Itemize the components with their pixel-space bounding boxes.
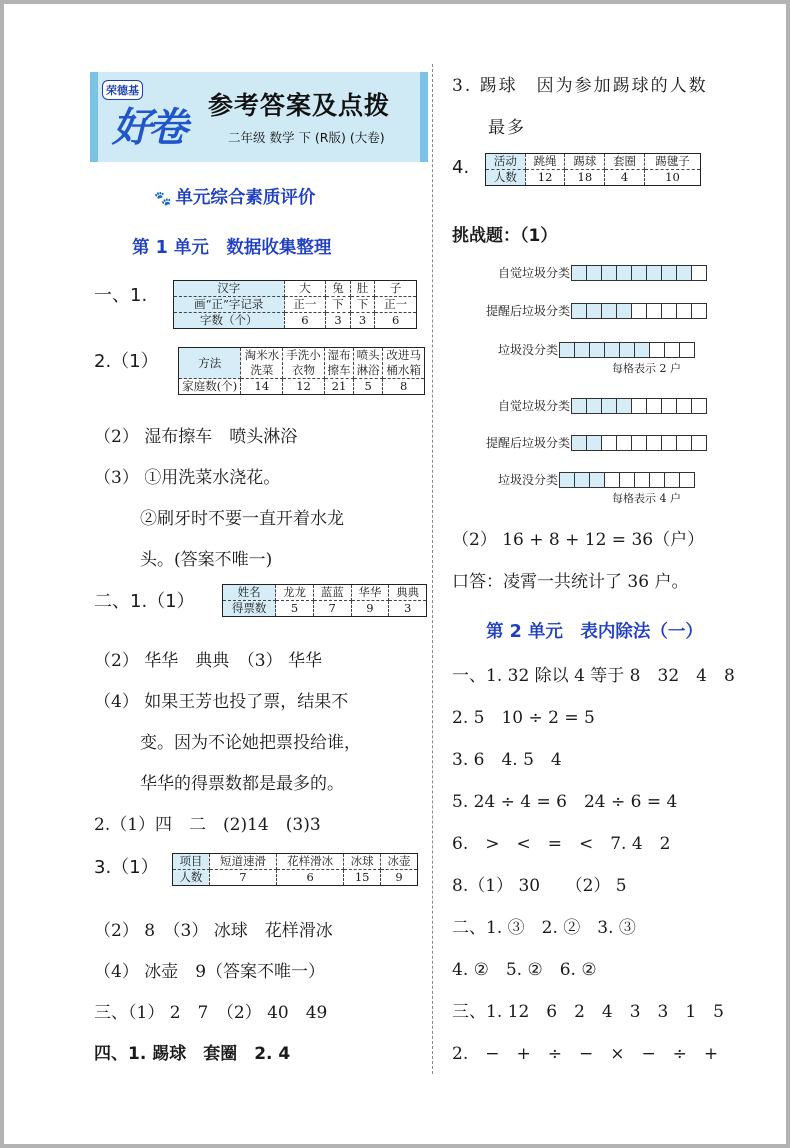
- unit2-title: 第 2 单元 表内除法（一）: [486, 622, 703, 642]
- answer-line: 3. 踢球 因为参加踢球的人数: [452, 76, 708, 96]
- q1-label: 一、1.: [94, 285, 148, 306]
- table-cell: 人数: [486, 170, 526, 186]
- table-cell: 家庭数(个): [179, 379, 241, 395]
- answer-line: 2.（1）四 二 (2)14 (3)3: [94, 815, 321, 835]
- empty-cell: [649, 342, 665, 358]
- empty-cell: [631, 303, 647, 319]
- header-text: 淘米水洗菜: [244, 348, 280, 377]
- pictograph1-note: 每格表示 2 户: [612, 362, 681, 375]
- table-cell: 9: [381, 870, 418, 886]
- filled-cell: [586, 303, 602, 319]
- table-row: [179, 379, 425, 395]
- section-title-text: 单元综合素质评价: [175, 188, 316, 208]
- answer-line: 最多: [488, 118, 526, 138]
- table-cell: 龙龙: [276, 585, 314, 601]
- table-cell: [383, 348, 425, 379]
- table-cell: 画“正”字记录: [174, 297, 285, 313]
- empty-cell: [676, 435, 692, 451]
- table-cell: 短道速滑: [209, 854, 276, 870]
- q-er-label: 二、1.（1）: [94, 591, 195, 612]
- answer-line: ②刷牙时不要一直开着水龙: [140, 509, 344, 529]
- table-cell: 项目: [173, 854, 210, 870]
- row-label: 自觉垃圾分类: [498, 399, 571, 413]
- filled-cell: [571, 398, 587, 414]
- answer-page: [4, 4, 786, 1144]
- table-row: [486, 154, 701, 170]
- filled-cell: [601, 398, 617, 414]
- table-winter-sports: [172, 853, 418, 886]
- paw-icon: 🐾: [154, 191, 172, 207]
- empty-cell: [676, 303, 692, 319]
- filled-cell: [661, 265, 677, 281]
- filled-cell: [676, 265, 692, 281]
- table-votes: [222, 584, 427, 617]
- row-label: 提醒后垃圾分类: [486, 304, 571, 318]
- table-row: [223, 601, 427, 617]
- answer-line: 三、（1） 2 7 （2） 40 49: [94, 1003, 328, 1023]
- section-title: [154, 184, 315, 209]
- answer-line: （4） 冰壶 9（答案不唯一）: [94, 962, 326, 982]
- filled-cell: [616, 265, 632, 281]
- answer-line: 2. 5 10 ÷ 2 = 5: [452, 708, 595, 728]
- q-er3-label: 3.（1）: [94, 857, 159, 878]
- table-row: [486, 170, 701, 186]
- answer-line: （2） 湿布擦车 喷头淋浴: [94, 427, 298, 447]
- logo: 好卷: [112, 104, 184, 151]
- filled-cell: [586, 265, 602, 281]
- table-cell: 21: [324, 379, 353, 395]
- header-text: 淋浴: [356, 363, 380, 377]
- table-cell: 7: [209, 870, 276, 886]
- table-cell: 3: [350, 313, 375, 329]
- answer-line: （2） 16 + 8 + 12 = 36（户）: [452, 530, 705, 550]
- answer-line: 5. 24 ÷ 4 = 6 24 ÷ 6 = 4: [452, 792, 678, 812]
- table-cell: [241, 348, 283, 379]
- answer-line: 变。因为不论她把票投给谁，: [140, 733, 361, 753]
- filled-cell: [589, 342, 605, 358]
- table-cell: 9: [351, 601, 389, 617]
- answer-line: 二、1. ③ 2. ② 3. ③: [452, 918, 636, 938]
- pictograph2-row: [498, 471, 695, 488]
- row-label: 提醒后垃圾分类: [486, 436, 571, 450]
- filled-cell: [589, 472, 605, 488]
- table-cell: 方法: [179, 348, 241, 379]
- table-cell: 冰壶: [381, 854, 418, 870]
- table-cell: 7: [313, 601, 351, 617]
- answer-line: （4） 如果王芳也投了票，结果不: [94, 692, 349, 712]
- cell-group: [571, 398, 707, 414]
- filled-cell: [631, 265, 647, 281]
- table-cell: 8: [383, 379, 425, 395]
- table-cell: 下: [326, 297, 351, 313]
- column-divider: [432, 64, 433, 1074]
- answer-line: 4. ② 5. ② 6. ②: [452, 960, 597, 980]
- filled-cell: [574, 472, 590, 488]
- table-cell: 得票数: [223, 601, 276, 617]
- filled-cell: [586, 398, 602, 414]
- pictograph2-row: [498, 397, 707, 414]
- table-cell: 蓝蓝: [313, 585, 351, 601]
- table-cell: 正一: [375, 297, 417, 313]
- challenge-label: 挑战题：（1）: [452, 226, 558, 246]
- table-activities: [485, 153, 701, 186]
- filled-cell: [646, 265, 662, 281]
- empty-cell: [604, 472, 620, 488]
- cell-group: [571, 265, 707, 281]
- table-cell: [354, 348, 383, 379]
- empty-cell: [679, 342, 695, 358]
- table-row: [173, 870, 418, 886]
- table-cell: 5: [276, 601, 314, 617]
- answer-line: （3） ①用洗菜水浇花。: [94, 468, 281, 488]
- table-character-tally: [173, 280, 417, 329]
- pictograph1-row: [498, 341, 695, 358]
- filled-cell: [634, 342, 650, 358]
- table-cell: 冰球: [344, 854, 381, 870]
- cell-group: [571, 435, 707, 451]
- empty-cell: [691, 265, 707, 281]
- empty-cell: [634, 472, 650, 488]
- answer-line: （2） 华华 典典 （3） 华华: [94, 651, 322, 671]
- cell-group: [559, 342, 695, 358]
- empty-cell: [631, 398, 647, 414]
- pictograph1-row: [486, 302, 707, 319]
- table-cell: 字数（个）: [174, 313, 285, 329]
- empty-cell: [661, 435, 677, 451]
- empty-cell: [679, 472, 695, 488]
- table-cell: 人数: [173, 870, 210, 886]
- table-cell: 姓名: [223, 585, 276, 601]
- filled-cell: [571, 265, 587, 281]
- answer-line: 口答：凌霄一共统计了 36 户。: [452, 572, 689, 592]
- table-cell: 下: [350, 297, 375, 313]
- empty-cell: [676, 398, 692, 414]
- table-cell: 正一: [284, 297, 326, 313]
- table-cell: 12: [283, 379, 325, 395]
- answer-line: 华华的得票数都是最多的。: [140, 774, 344, 794]
- table-cell: 6: [375, 313, 417, 329]
- answer-line: 2. − + ÷ − × − ÷ +: [452, 1044, 719, 1064]
- table-cell: 6: [284, 313, 326, 329]
- pictograph2-row: [486, 434, 707, 451]
- unit1-title: 第 1 单元 数据收集整理: [132, 238, 332, 258]
- empty-cell: [691, 398, 707, 414]
- table-cell: 肚: [350, 281, 375, 297]
- answer-line: 8.（1） 30 （2） 5: [452, 876, 627, 896]
- header-text: 喷头: [356, 348, 380, 362]
- empty-cell: [631, 435, 647, 451]
- answer-line: 一、1. 32 除以 4 等于 8 32 4 8: [452, 666, 735, 686]
- empty-cell: [646, 303, 662, 319]
- answer-line: 四、1. 踢球 套圈 2. 4: [94, 1044, 291, 1064]
- table-cell: 子: [375, 281, 417, 297]
- header-text: 改进马桶水箱: [386, 348, 421, 377]
- filled-cell: [586, 435, 602, 451]
- filled-cell: [571, 435, 587, 451]
- filled-cell: [559, 342, 575, 358]
- filled-cell: [559, 472, 575, 488]
- empty-cell: [664, 342, 680, 358]
- table-cell: 套圈: [605, 154, 645, 170]
- table-cell: [324, 348, 353, 379]
- brand-badge: 荣德基: [102, 80, 143, 100]
- filled-cell: [604, 342, 620, 358]
- table-row: [179, 348, 425, 379]
- pictograph2-note: 每格表示 4 户: [612, 492, 681, 505]
- empty-cell: [601, 435, 617, 451]
- empty-cell: [619, 472, 635, 488]
- q4-label: 4.: [452, 157, 470, 178]
- filled-cell: [616, 303, 632, 319]
- filled-cell: [601, 265, 617, 281]
- header-text: 擦车: [327, 363, 351, 377]
- answer-line: 头。(答案不唯一): [140, 550, 273, 570]
- empty-cell: [691, 435, 707, 451]
- empty-cell: [664, 472, 680, 488]
- empty-cell: [616, 435, 632, 451]
- table-cell: 踢球: [565, 154, 605, 170]
- header-text: 湿布: [327, 348, 351, 362]
- header-text: 手洗小衣物: [286, 348, 321, 377]
- banner-title: 参考答案及点拨: [208, 91, 391, 120]
- table-row: [173, 854, 418, 870]
- table-cell: 典典: [389, 585, 427, 601]
- table-cell: 跳绳: [525, 154, 565, 170]
- table-row: [174, 281, 417, 297]
- empty-cell: [661, 303, 677, 319]
- table-cell: [283, 348, 325, 379]
- header-banner: [90, 72, 428, 162]
- table-cell: 汉字: [174, 281, 285, 297]
- table-cell: 6: [277, 870, 344, 886]
- answer-line: 3. 6 4. 5 4: [452, 750, 562, 770]
- filled-cell: [571, 303, 587, 319]
- table-cell: 12: [525, 170, 565, 186]
- table-cell: 华华: [351, 585, 389, 601]
- table-cell: 15: [344, 870, 381, 886]
- answer-line: （2） 8 （3） 冰球 花样滑冰: [94, 921, 333, 941]
- cell-group: [559, 472, 695, 488]
- row-label: 垃圾没分类: [498, 343, 559, 357]
- pictograph1-row: [498, 264, 707, 281]
- filled-cell: [601, 303, 617, 319]
- table-cell: 踢毽子: [644, 154, 700, 170]
- filled-cell: [619, 342, 635, 358]
- banner-subtitle: 二年级 数学 下 (R版) (大卷): [228, 130, 385, 145]
- table-cell: 4: [605, 170, 645, 186]
- cell-group: [571, 303, 707, 319]
- table-cell: 18: [565, 170, 605, 186]
- filled-cell: [616, 398, 632, 414]
- empty-cell: [661, 398, 677, 414]
- table-cell: 兔: [326, 281, 351, 297]
- table-water-saving: [178, 347, 425, 395]
- row-label: 自觉垃圾分类: [498, 266, 571, 280]
- answer-line: 6. > < = < 7. 4 2: [452, 834, 671, 854]
- answer-line: 三、1. 12 6 2 4 3 3 1 5: [452, 1002, 724, 1022]
- empty-cell: [649, 472, 665, 488]
- table-cell: 3: [389, 601, 427, 617]
- table-row: [174, 297, 417, 313]
- table-cell: 3: [326, 313, 351, 329]
- table-cell: 5: [354, 379, 383, 395]
- q2-label: 2.（1）: [94, 351, 159, 372]
- filled-cell: [574, 342, 590, 358]
- table-cell: 活动: [486, 154, 526, 170]
- empty-cell: [691, 303, 707, 319]
- table-cell: 大: [284, 281, 326, 297]
- table-cell: 10: [644, 170, 700, 186]
- table-cell: 14: [241, 379, 283, 395]
- empty-cell: [646, 398, 662, 414]
- table-row: [174, 313, 417, 329]
- row-label: 垃圾没分类: [498, 473, 559, 487]
- table-cell: 花样滑冰: [277, 854, 344, 870]
- table-row: [223, 585, 427, 601]
- empty-cell: [646, 435, 662, 451]
